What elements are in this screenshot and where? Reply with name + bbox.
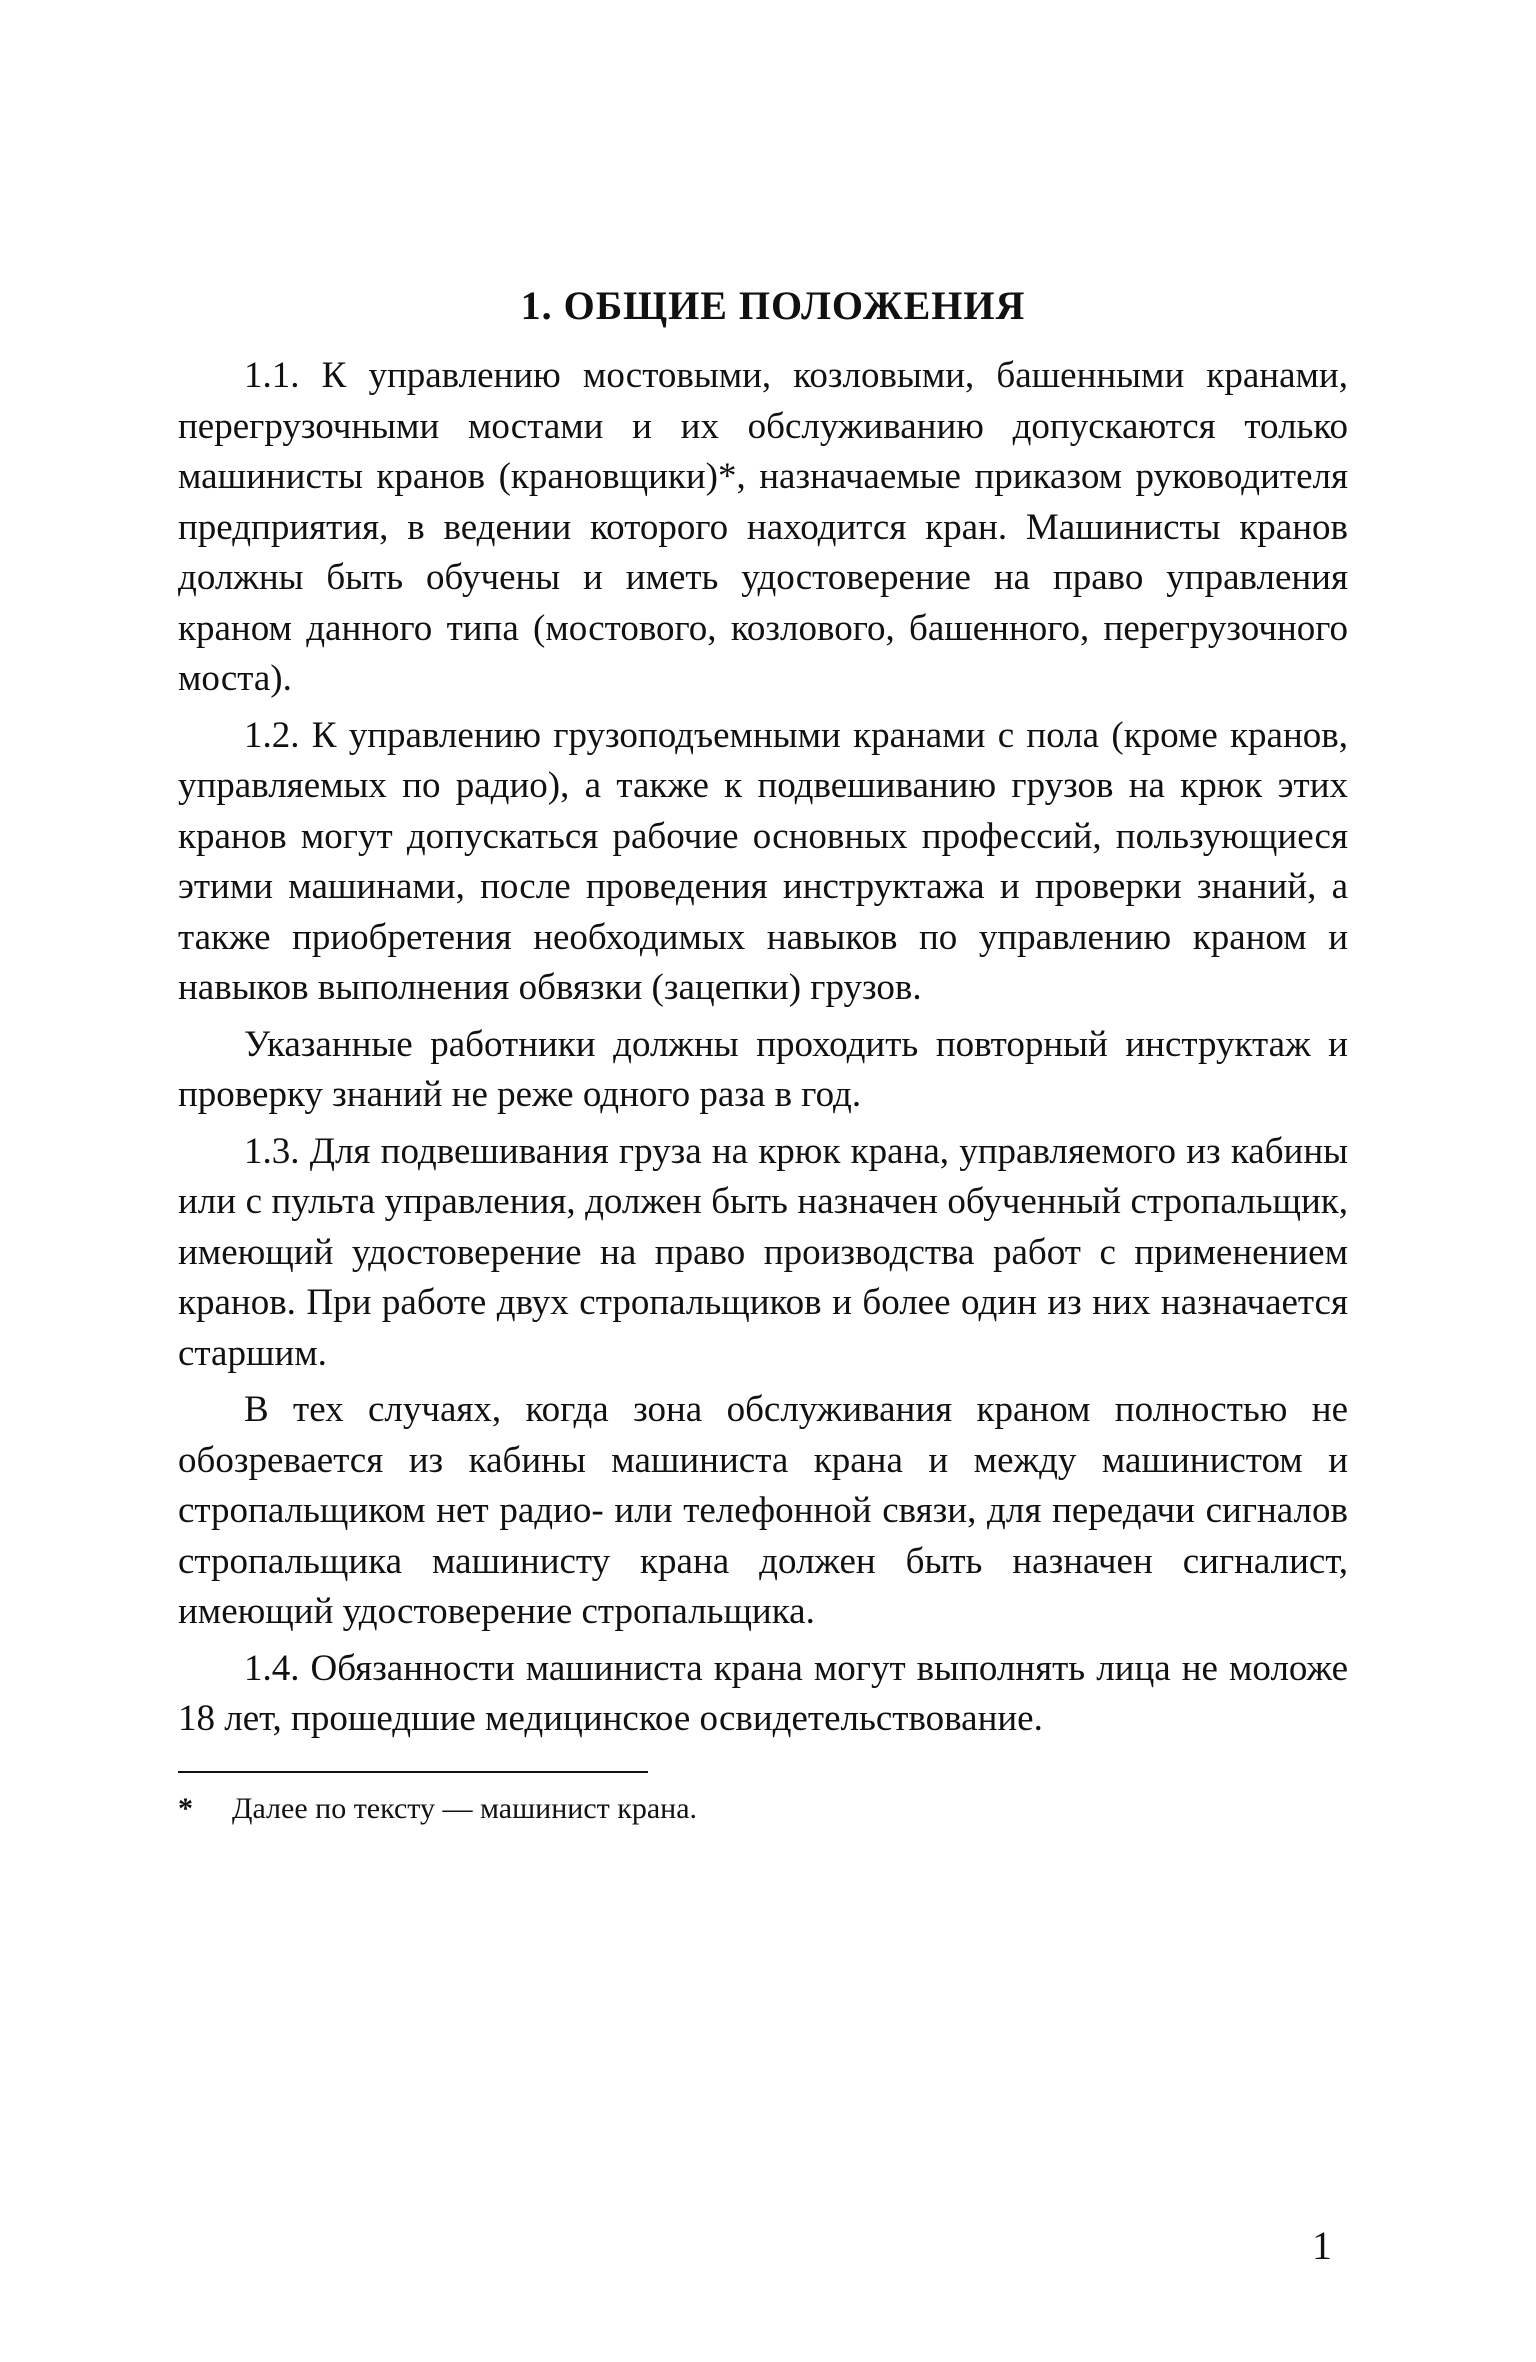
page-number: 1 — [1312, 2223, 1332, 2268]
paragraph-1-1: 1.1. К управлению мостовыми, козловыми, башенными кранами, перегрузочными мостами и их обслуживанию допускаются только машинисты кранов (крановщики)*, назначаемые приказом руководителя предприятия, в ведении которого находится кран. Машинисты кранов должны быть обучены и иметь удостоверение на право управления краном данного типа (мостового, козлового, башенного, перегрузочного моста). — [178, 355, 1348, 699]
section-title: 1. ОБЩИЕ ПОЛОЖЕНИЯ — [520, 283, 1026, 328]
paragraph-1-3: 1.3. Для подвешивания груза на крюк крана, управляемого из кабины или с пульта управления, должен быть назначен обученный стропальщик, имеющий удостоверение на право производства работ с применением кранов. При работе двух стропальщиков и более один из них назначается старшим. — [178, 1130, 1348, 1374]
paragraph-1-4: 1.4. Обязанности машиниста крана могут выполнять лица не моложе 18 лет, прошедшие медицинское освидетельствование. — [178, 1647, 1348, 1739]
paragraph-1-3-continued: В тех случаях, когда зона обслуживания краном полностью не обозревается из кабины машиниста крана и между машинистом и стропальщиком нет радио- или телефонной связи, для передачи сигналов стропальщика машинисту крана должен быть назначен сигналист, имеющий удостоверение стропальщика. — [178, 1389, 1348, 1632]
footnote — [178, 1789, 1348, 1829]
paragraph-1-2-continued: Указанные работники должны проходить повторный инструктаж и проверку знаний не реже одного раза в год. — [178, 1023, 1348, 1115]
footnote-mark: * — [178, 1791, 193, 1825]
document-page — [178, 282, 1348, 1829]
footnote-divider — [178, 1771, 648, 1773]
footnote-text: Далее по тексту — машинист крана. — [232, 1791, 698, 1825]
paragraph-1-2: 1.2. К управлению грузоподъемными кранами с пола (кроме кранов, управляемых по радио), а также к подвешиванию грузов на крюк этих кранов могут допускаться рабочие основных профессий, пользующиеся этими машинами, после проведения инструктажа и проверки знаний, а также приобретения необходимых навыков по управлению краном и навыков выполнения обвязки (зацепки) грузов. — [178, 714, 1348, 1008]
